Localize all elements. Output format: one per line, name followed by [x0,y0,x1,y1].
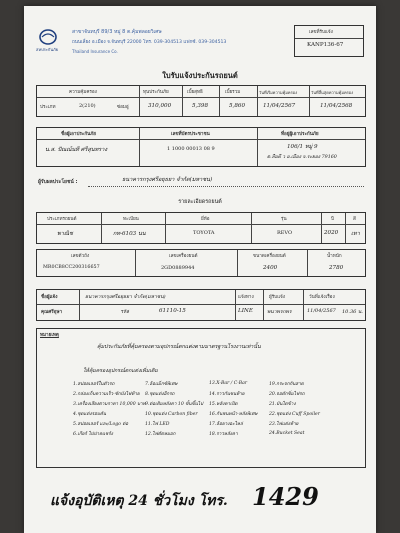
start-date: 11/04/2567 [263,103,296,109]
agent-contact: คุณศรีอุษา [41,310,63,315]
vehicle-plate: กท-6103 นน [113,231,146,237]
coverage-item: 17.ล้อยางอะไหล่ [209,422,243,427]
coverage-item: 11.ไฟ LED [145,422,170,427]
channel-label: แจ้งทาง [238,295,254,300]
coverage-item: 15.หลังคาเปิด [209,402,238,407]
vehicle-color: เทา [351,231,360,237]
insured-address-2: ต.ลืมดี ว อ.เมือง จ.ระยอง 79160 [267,155,337,160]
policy-type-label: ประเภท [40,105,56,110]
col-brand: ยี่ห้อ [201,217,210,222]
channel-value: LINE [238,308,253,314]
coverage-item: 24.Bucket Seat [269,431,305,436]
engine-cc: 2400 [263,265,278,271]
insured-table [36,127,366,167]
beneficiary-value: ธนาคารกรุงศรีอยุธยา จำกัด(มหาชน) [122,177,213,183]
vehicle-brand: TOYOTA [193,230,215,236]
coverage-item: 16.กันชนหน้า-หลังพิเศษ [209,412,258,417]
receiver-value: พนาพรกพร [267,309,292,315]
insured-address-label: ที่อยู่ผู้เอาประกันภัย [281,132,319,137]
repair-label: ซ่อมอู่ [117,105,129,110]
coverage-item: 3.เครื่องเสียงตามราคา 10,000 บาท [73,402,146,407]
claim-number-label: เลขที่รับแจ้ง [309,30,333,35]
col-net-premium: เบี้ยสุทธิ [187,90,203,95]
agent-name: ธนาคารกรุงศรีอยุธยา จำกัด(มหาชน) [85,294,166,300]
coverage-item: 21.บันไดข้าง [269,402,296,407]
col-end-date: วันที่สิ้นสุดความคุ้มครอง [311,90,354,95]
coverage-item: 18.ราวหลังคา [209,432,238,437]
col-color: สี [353,217,356,222]
coverage-item: 4.ชุดแต่งรอบคัน [73,412,107,417]
coverage-item: 13.X-Bar / C-Bar [209,381,248,386]
hotline-text: แจ้งอุบัติเหตุ 24 ชั่วโมง โทร. [50,493,228,509]
vehicle-year: 2020 [324,230,339,236]
vehicle-table [36,212,366,244]
coverage-item: 6.เกียร์ ไปปาคแชร์ง [73,432,113,437]
chassis-number: MR0CB8CC200316657 [43,265,100,270]
insured-name-label: ชื่อผู้เอาประกันภัย [61,132,96,137]
coverage-item: 23.ไฟแต่งท้าย [269,422,299,427]
hotline-number: 1429 [252,482,319,511]
remarks-box [36,328,366,468]
coverage-title: ให้คุ้มครองอุปกรณ์ตกแต่งเพิ่มเติม [83,368,158,374]
insured-name: น.ส. ปัณณ์นที ศรีสุนทราง [45,147,108,153]
company-name: สาขาจันทบุรี 89/3 หมู่ 8 ต.คุ้มพลอยวิเศษ [72,29,162,35]
coverage-item: 22.ชุดแต่ง Cuff Spoiler [269,412,320,417]
coverage-item: 7.ล้อแม็กซ์พิเศษ [145,382,178,387]
vehicle-type: พาณิช [57,231,73,237]
coverage-item: 1.สปอยเลอร์ในตัวรถ [73,382,115,387]
col-vehicle-type: ประเภทรถยนต์ [47,217,77,222]
coverage-item: 10.ชุดแต่ง Carbon fiber [145,412,198,417]
beneficiary-label: ผู้รับผลประโยชน์ : [38,179,78,185]
insured-address: 106/1 หมู่ 9 [287,144,318,150]
coverage-item: 12.ไฟตัดหมอก [145,432,176,437]
remarks-line: คุ้มประกันภัยที่คุ้มครองตามอุปกรณ์ตกแต่งตามมาตรฐานโรงงานเท่านั้น [97,344,261,350]
col-year: ปี [331,217,334,222]
agent-table [36,289,366,321]
policy-type-value: 2(210) [79,103,96,109]
col-start-date: วันที่เริ่มความคุ้มครอง [259,90,298,95]
sum-insured: 310,000 [148,103,172,109]
coverage-item: 8.ชุดแต่งอีกรถ [145,392,175,397]
col-plate: ทะเบียน [123,217,139,222]
weight-label: น้ำหนัก [327,254,342,259]
date-label: วันที่แจ้งเรื่อง [309,295,335,300]
policy-table [36,85,366,117]
claim-number: KANP136-67 [307,42,344,48]
claim-number-box [294,25,364,57]
logo-emblem-icon [38,28,68,46]
coverage-item: 20.จอดักชิ่มไฟรถ [269,392,305,397]
vehicle-weight: 2780 [329,265,344,271]
company-sub: Thailand Insurance Co. [72,49,118,54]
coverage-item: 2.กล่องเก็บความเร็ว-ชักบังไฟท้าย [73,392,140,397]
company-address: ถนนเลี่ยง อ.เมือง จ.จันทบุรี 22000 โทร. 039-304513 แฟกซ์. 039-304513 [72,40,227,45]
col-coverage: ความคุ้มครอง [69,90,97,95]
coverage-item: 9.ต่อเติมหลังคา 10 ขั้นขึ้นไป [145,402,203,407]
vehicle-detail-table [36,249,366,277]
coverage-item: 19.กระจกกันสาด [269,382,304,387]
chassis-label: เลขตัวถัง [71,254,90,259]
coverage-item: 5.สปอยเลอร์ และ/Logo ต่อ [73,422,129,427]
vehicle-section-title: รายละเอียดรถยนต์ [178,199,222,205]
vehicle-model: REVO [277,230,293,236]
remarks-label: หมายเหตุ [40,333,59,338]
engine-label: เลขเครื่องยนต์ [169,254,198,259]
col-total-premium: เบี้ยรวม [225,90,241,95]
agent-code: 61110-15 [159,308,186,314]
report-time: 10.36 น. [342,309,363,315]
document-title: ใบรับแจ้งประกันรถยนต์ [162,71,238,80]
document-page [24,6,376,533]
end-date: 11/04/2568 [320,103,353,109]
agent-name-label: ชื่อผู้แจ้ง [41,295,58,300]
col-model: รุ่น [281,217,287,222]
receiver-label: ผู้รับแจ้ง [269,295,285,300]
col-sum-insured: ทุนประกันภัย [143,90,169,95]
cc-label: ขนาดเครื่องยนต์ [253,254,286,259]
agent-code-label: รหัส [121,310,130,315]
beneficiary-line [88,186,364,187]
total-premium: 5,860 [229,103,246,109]
insured-id-label: เลขที่บัตรประชาชน [171,132,210,137]
engine-number: 2GD0889944 [161,265,195,271]
net-premium: 5,398 [192,103,209,109]
coverage-item: 14.ราวกันชนท้าย [209,392,245,397]
company-logo [38,28,68,46]
logo-text: สหประกันภัย [36,47,59,52]
report-date: 11/04/2567 [307,308,336,314]
insured-id: 1 1000 00013 08 9 [167,146,215,152]
